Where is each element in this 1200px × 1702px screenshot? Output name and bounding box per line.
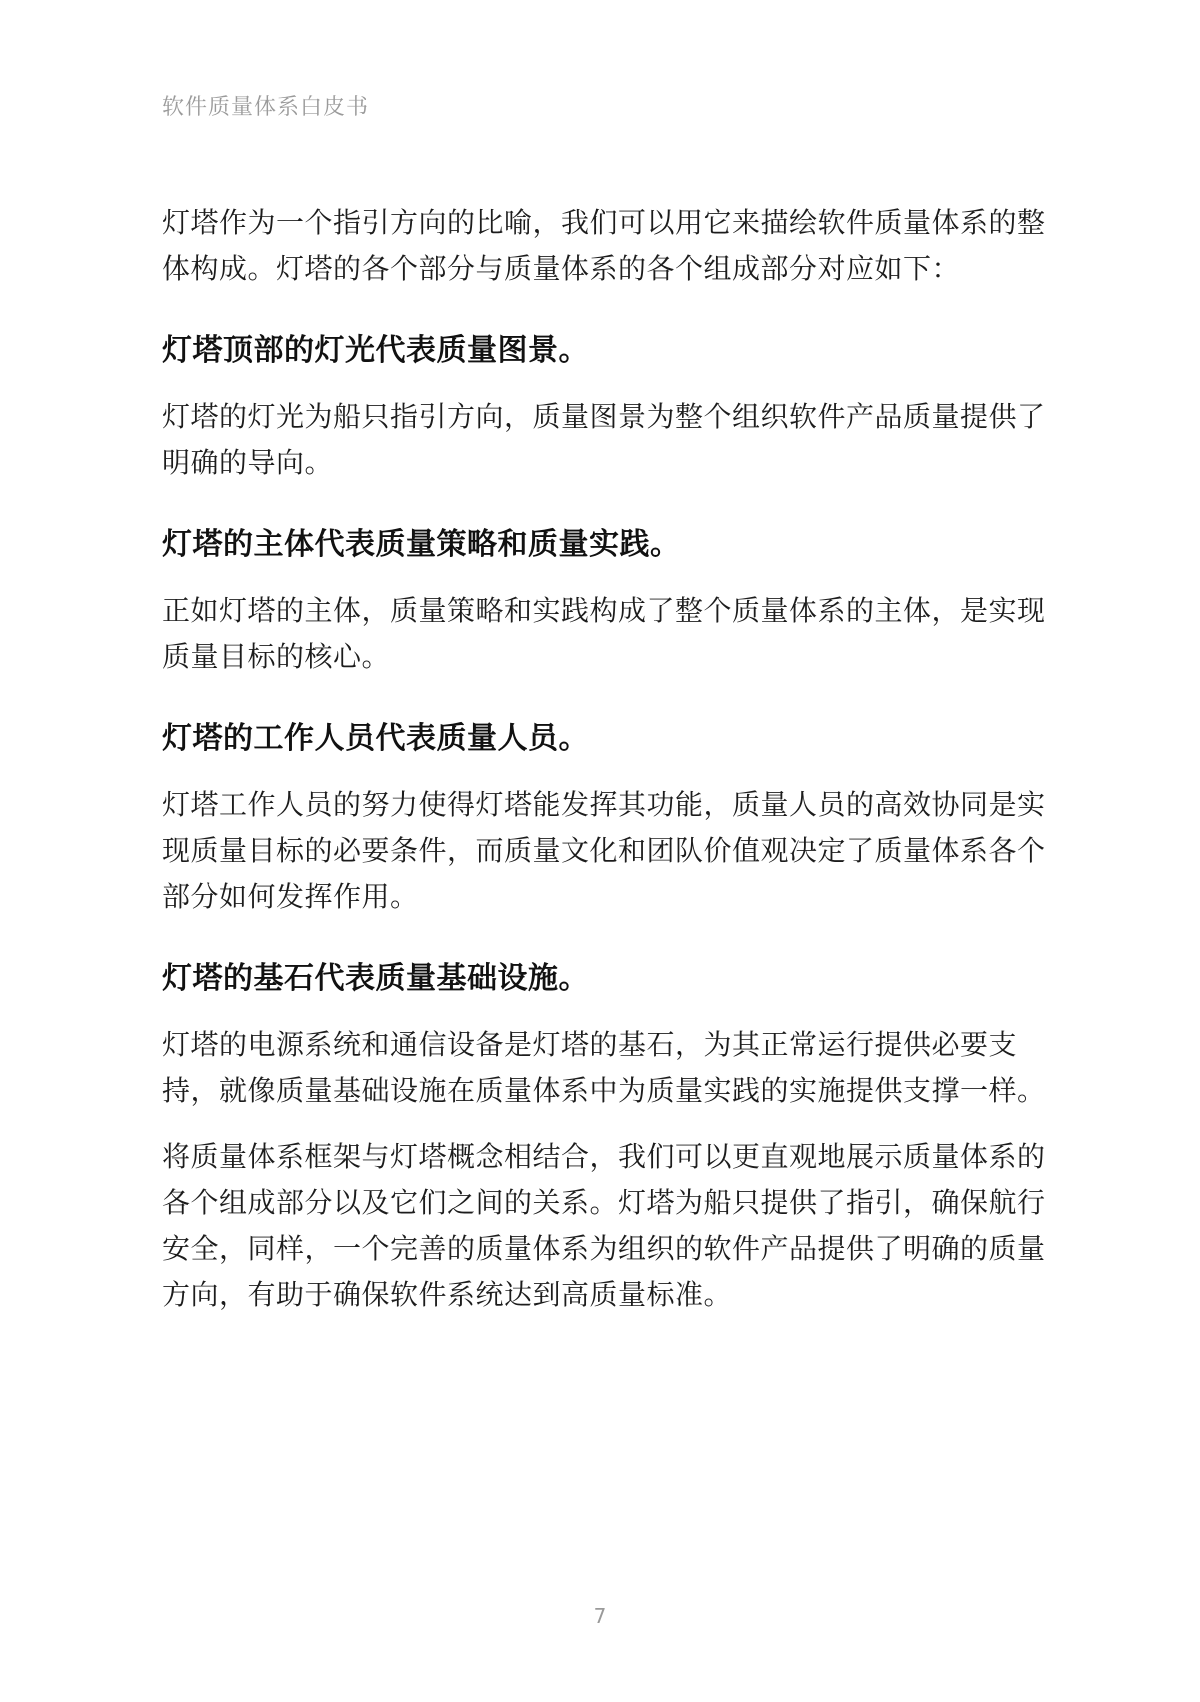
conclusion-paragraph: 将质量体系框架与灯塔概念相结合，我们可以更直观地展示质量体系的各个组成部分以及它们之间的关系。灯塔为船只提供了指引，确保航行安全，同样，一个完善的质量体系为组织的软件产品提供了明确的质量方向，有助于确保软件系统达到高质量标准。: [162, 1140, 1046, 1311]
document-header-title: 软件质量体系白皮书: [162, 95, 370, 120]
intro-paragraph: 灯塔作为一个指引方向的比喻，我们可以用它来描绘软件质量体系的整体构成。灯塔的各个部分与质量体系的各个组成部分对应如下：: [162, 206, 1046, 285]
section-body-light: 灯塔的灯光为船只指引方向，质量图景为整个组织软件产品质量提供了明确的导向。: [162, 400, 1046, 479]
section-body-foundation: 灯塔的电源系统和通信设备是灯塔的基石，为其正常运行提供必要支持，就像质量基础设施在质量体系中为质量实践的实施提供支撑一样。: [162, 1028, 1046, 1107]
section-heading-staff: 灯塔的工作人员代表质量人员。: [162, 721, 589, 756]
page-number: 7: [593, 1604, 607, 1628]
document-body: [162, 200, 1052, 1338]
section-heading-foundation: 灯塔的基石代表质量基础设施。: [162, 961, 589, 996]
section-heading-body: 灯塔的主体代表质量策略和质量实践。: [162, 527, 681, 562]
section-body-body: 正如灯塔的主体，质量策略和实践构成了整个质量体系的主体，是实现质量目标的核心。: [162, 594, 1046, 673]
section-body-staff: 灯塔工作人员的努力使得灯塔能发挥其功能，质量人员的高效协同是实现质量目标的必要条件，而质量文化和团队价值观决定了质量体系各个部分如何发挥作用。: [162, 788, 1046, 913]
section-heading-light: 灯塔顶部的灯光代表质量图景。: [162, 333, 589, 368]
